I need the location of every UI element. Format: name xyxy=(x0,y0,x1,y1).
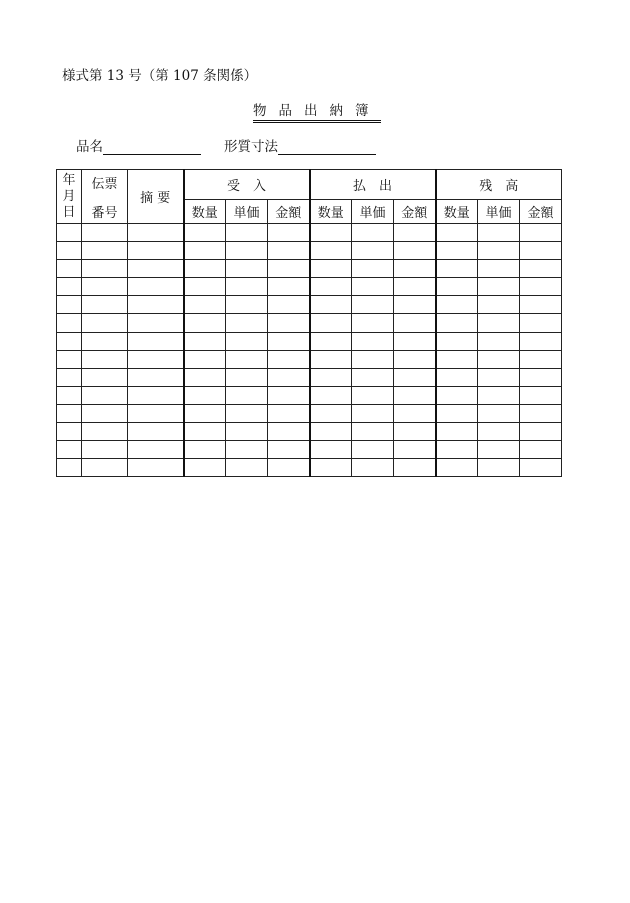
payment-amount-cell[interactable] xyxy=(394,314,436,332)
receipt-amount-cell[interactable] xyxy=(268,441,310,459)
voucher-cell[interactable] xyxy=(82,441,128,459)
receipt-qty-cell[interactable] xyxy=(184,332,226,350)
payment-unit-price-header: 単価 xyxy=(352,200,394,224)
voucher-cell[interactable] xyxy=(82,350,128,368)
payment-amount-cell[interactable] xyxy=(394,441,436,459)
receipt-qty-cell[interactable] xyxy=(184,386,226,404)
summary-cell[interactable] xyxy=(128,314,184,332)
receipt-qty-cell[interactable] xyxy=(184,350,226,368)
receipt-amount-cell[interactable] xyxy=(268,260,310,278)
payment-qty-cell[interactable] xyxy=(310,278,352,296)
table-row xyxy=(57,404,562,422)
payment-unit-price-cell[interactable] xyxy=(352,350,394,368)
balance-amount-cell[interactable] xyxy=(520,224,562,242)
summary-cell[interactable] xyxy=(128,278,184,296)
balance-qty-cell[interactable] xyxy=(436,278,478,296)
payment-unit-price-cell[interactable] xyxy=(352,314,394,332)
payment-amount-header: 金額 xyxy=(394,200,436,224)
header-summary-label: 摘 要 xyxy=(140,191,171,206)
receipt-qty-cell[interactable] xyxy=(184,278,226,296)
voucher-cell[interactable] xyxy=(82,386,128,404)
receipt-unit-price-cell[interactable] xyxy=(226,296,268,314)
payment-amount-cell[interactable] xyxy=(394,332,436,350)
date-cell[interactable] xyxy=(57,386,82,404)
receipt-unit-price-cell[interactable] xyxy=(226,459,268,477)
balance-unit-price-cell[interactable] xyxy=(478,296,520,314)
payment-qty-cell[interactable] xyxy=(310,423,352,441)
receipt-qty-cell[interactable] xyxy=(184,404,226,422)
summary-cell[interactable] xyxy=(128,350,184,368)
header-receipt-label: 受 入 xyxy=(226,179,266,194)
summary-cell[interactable] xyxy=(128,296,184,314)
shape-size-blank[interactable] xyxy=(278,140,376,155)
payment-qty-cell[interactable] xyxy=(310,314,352,332)
balance-unit-price-cell[interactable] xyxy=(478,404,520,422)
receipt-amount-cell[interactable] xyxy=(268,332,310,350)
receipt-unit-price-cell[interactable] xyxy=(226,314,268,332)
receipt-amount-cell[interactable] xyxy=(268,278,310,296)
header-payment-label: 払 出 xyxy=(352,179,392,194)
header-payment xyxy=(310,170,436,200)
header-receipt xyxy=(184,170,310,200)
receipt-unit-price-cell[interactable] xyxy=(226,386,268,404)
table-row xyxy=(57,296,562,314)
summary-cell[interactable] xyxy=(128,441,184,459)
voucher-cell[interactable] xyxy=(82,314,128,332)
date-cell[interactable] xyxy=(57,459,82,477)
payment-unit-price-cell[interactable] xyxy=(352,423,394,441)
receipt-qty-cell[interactable] xyxy=(184,260,226,278)
balance-amount-cell[interactable] xyxy=(520,278,562,296)
payment-qty-cell[interactable] xyxy=(310,404,352,422)
summary-cell[interactable] xyxy=(128,423,184,441)
header-voucher-bottom: 番号 xyxy=(91,205,118,221)
receipt-amount-cell[interactable] xyxy=(268,242,310,260)
table-row xyxy=(57,242,562,260)
balance-qty-cell[interactable] xyxy=(436,423,478,441)
summary-cell[interactable] xyxy=(128,242,184,260)
balance-amount-cell[interactable] xyxy=(520,441,562,459)
receipt-amount-cell[interactable] xyxy=(268,423,310,441)
balance-amount-cell[interactable] xyxy=(520,260,562,278)
payment-qty-cell[interactable] xyxy=(310,332,352,350)
balance-qty-cell[interactable] xyxy=(436,314,478,332)
balance-amount-cell[interactable] xyxy=(520,242,562,260)
receipt-qty-header: 数量 xyxy=(184,200,226,224)
receipt-unit-price-cell[interactable] xyxy=(226,350,268,368)
balance-unit-price-cell[interactable] xyxy=(478,224,520,242)
payment-amount-cell[interactable] xyxy=(394,224,436,242)
receipt-unit-price-cell[interactable] xyxy=(226,278,268,296)
voucher-cell[interactable] xyxy=(82,278,128,296)
receipt-unit-price-cell[interactable] xyxy=(226,260,268,278)
receipt-unit-price-cell[interactable] xyxy=(226,441,268,459)
date-cell[interactable] xyxy=(57,278,82,296)
receipt-amount-cell[interactable] xyxy=(268,404,310,422)
summary-cell[interactable] xyxy=(128,224,184,242)
form-number-label: 様式第 13 号（第 107 条関係） xyxy=(62,68,258,84)
payment-qty-cell[interactable] xyxy=(310,224,352,242)
receipt-amount-cell[interactable] xyxy=(268,386,310,404)
header-date-label: 年 月 日 xyxy=(62,172,76,220)
receipt-amount-cell[interactable] xyxy=(268,350,310,368)
receipt-unit-price-cell[interactable] xyxy=(226,332,268,350)
date-cell[interactable] xyxy=(57,296,82,314)
balance-amount-cell[interactable] xyxy=(520,386,562,404)
receipt-qty-cell[interactable] xyxy=(184,224,226,242)
balance-qty-cell[interactable] xyxy=(436,404,478,422)
balance-unit-price-cell[interactable] xyxy=(478,441,520,459)
payment-qty-cell[interactable] xyxy=(310,386,352,404)
balance-amount-cell[interactable] xyxy=(520,350,562,368)
summary-cell[interactable] xyxy=(128,260,184,278)
balance-amount-cell[interactable] xyxy=(520,459,562,477)
date-cell[interactable] xyxy=(57,224,82,242)
payment-qty-cell[interactable] xyxy=(310,296,352,314)
payment-amount-cell[interactable] xyxy=(394,459,436,477)
payment-amount-cell[interactable] xyxy=(394,278,436,296)
balance-unit-price-cell[interactable] xyxy=(478,368,520,386)
date-cell[interactable] xyxy=(57,368,82,386)
receipt-qty-cell[interactable] xyxy=(184,441,226,459)
summary-cell[interactable] xyxy=(128,404,184,422)
receipt-qty-cell[interactable] xyxy=(184,368,226,386)
payment-qty-cell[interactable] xyxy=(310,441,352,459)
payment-unit-price-cell[interactable] xyxy=(352,242,394,260)
balance-unit-price-cell[interactable] xyxy=(478,332,520,350)
header-voucher-top: 伝票 xyxy=(91,176,118,192)
payment-qty-cell[interactable] xyxy=(310,368,352,386)
receipt-unit-price-cell[interactable] xyxy=(226,404,268,422)
payment-amount-cell[interactable] xyxy=(394,386,436,404)
receipt-qty-cell[interactable] xyxy=(184,423,226,441)
balance-unit-price-cell[interactable] xyxy=(478,386,520,404)
header-voucher xyxy=(82,170,128,224)
balance-qty-cell[interactable] xyxy=(436,459,478,477)
voucher-cell[interactable] xyxy=(82,459,128,477)
voucher-cell[interactable] xyxy=(82,423,128,441)
receipt-amount-cell[interactable] xyxy=(268,296,310,314)
payment-unit-price-cell[interactable] xyxy=(352,404,394,422)
payment-qty-header: 数量 xyxy=(310,200,352,224)
payment-amount-cell[interactable] xyxy=(394,260,436,278)
voucher-cell[interactable] xyxy=(82,260,128,278)
balance-unit-price-cell[interactable] xyxy=(478,423,520,441)
table-row xyxy=(57,314,562,332)
receipt-qty-cell[interactable] xyxy=(184,242,226,260)
summary-cell[interactable] xyxy=(128,368,184,386)
payment-qty-cell[interactable] xyxy=(310,242,352,260)
payment-qty-cell[interactable] xyxy=(310,459,352,477)
payment-unit-price-cell[interactable] xyxy=(352,386,394,404)
table-row xyxy=(57,441,562,459)
payment-amount-cell[interactable] xyxy=(394,296,436,314)
balance-amount-cell[interactable] xyxy=(520,296,562,314)
balance-unit-price-cell[interactable] xyxy=(478,314,520,332)
voucher-cell[interactable] xyxy=(82,332,128,350)
payment-amount-cell[interactable] xyxy=(394,404,436,422)
balance-qty-cell[interactable] xyxy=(436,260,478,278)
payment-amount-cell[interactable] xyxy=(394,423,436,441)
payment-amount-cell[interactable] xyxy=(394,242,436,260)
table-row xyxy=(57,224,562,242)
table-row xyxy=(57,332,562,350)
item-name-label: 品名 xyxy=(76,139,103,155)
date-cell[interactable] xyxy=(57,441,82,459)
balance-unit-price-cell[interactable] xyxy=(478,278,520,296)
voucher-cell[interactable] xyxy=(82,404,128,422)
balance-qty-cell[interactable] xyxy=(436,350,478,368)
date-cell[interactable] xyxy=(57,332,82,350)
table-row xyxy=(57,459,562,477)
payment-qty-cell[interactable] xyxy=(310,350,352,368)
receipt-qty-cell[interactable] xyxy=(184,459,226,477)
balance-amount-cell[interactable] xyxy=(520,332,562,350)
balance-unit-price-header: 単価 xyxy=(478,200,520,224)
header-balance-label: 残 高 xyxy=(479,179,519,194)
date-cell[interactable] xyxy=(57,404,82,422)
balance-qty-cell[interactable] xyxy=(436,224,478,242)
header-date xyxy=(57,170,82,224)
header-summary xyxy=(128,170,184,224)
payment-unit-price-cell[interactable] xyxy=(352,224,394,242)
item-name-field xyxy=(76,135,201,155)
receipt-unit-price-cell[interactable] xyxy=(226,224,268,242)
receipt-unit-price-cell[interactable] xyxy=(226,368,268,386)
balance-amount-header: 金額 xyxy=(520,200,562,224)
shape-size-label: 形質寸法 xyxy=(224,139,278,155)
summary-cell[interactable] xyxy=(128,386,184,404)
payment-unit-price-cell[interactable] xyxy=(352,332,394,350)
summary-cell[interactable] xyxy=(128,459,184,477)
receipt-amount-header: 金額 xyxy=(268,200,310,224)
item-name-blank[interactable] xyxy=(103,140,201,155)
table-row xyxy=(57,368,562,386)
balance-unit-price-cell[interactable] xyxy=(478,242,520,260)
date-cell[interactable] xyxy=(57,350,82,368)
receipt-unit-price-cell[interactable] xyxy=(226,242,268,260)
payment-unit-price-cell[interactable] xyxy=(352,459,394,477)
payment-amount-cell[interactable] xyxy=(394,350,436,368)
receipt-amount-cell[interactable] xyxy=(268,459,310,477)
receipt-amount-cell[interactable] xyxy=(268,368,310,386)
balance-unit-price-cell[interactable] xyxy=(478,350,520,368)
receipt-unit-price-cell[interactable] xyxy=(226,423,268,441)
balance-unit-price-cell[interactable] xyxy=(478,459,520,477)
table-row xyxy=(57,260,562,278)
receipt-amount-cell[interactable] xyxy=(268,224,310,242)
balance-qty-cell[interactable] xyxy=(436,441,478,459)
balance-qty-cell[interactable] xyxy=(436,368,478,386)
balance-qty-cell[interactable] xyxy=(436,242,478,260)
receipt-qty-cell[interactable] xyxy=(184,314,226,332)
payment-qty-cell[interactable] xyxy=(310,260,352,278)
shape-size-field xyxy=(224,135,376,155)
balance-amount-cell[interactable] xyxy=(520,404,562,422)
payment-unit-price-cell[interactable] xyxy=(352,260,394,278)
voucher-cell[interactable] xyxy=(82,242,128,260)
table-row xyxy=(57,423,562,441)
date-cell[interactable] xyxy=(57,260,82,278)
summary-cell[interactable] xyxy=(128,332,184,350)
payment-unit-price-cell[interactable] xyxy=(352,441,394,459)
table-row xyxy=(57,350,562,368)
balance-unit-price-cell[interactable] xyxy=(478,260,520,278)
balance-amount-cell[interactable] xyxy=(520,314,562,332)
table-row xyxy=(57,386,562,404)
balance-amount-cell[interactable] xyxy=(520,423,562,441)
ledger-table xyxy=(56,169,562,477)
balance-qty-cell[interactable] xyxy=(436,332,478,350)
balance-qty-cell[interactable] xyxy=(436,386,478,404)
payment-unit-price-cell[interactable] xyxy=(352,368,394,386)
table-row xyxy=(57,278,562,296)
header-balance xyxy=(436,170,562,200)
payment-unit-price-cell[interactable] xyxy=(352,296,394,314)
receipt-qty-cell[interactable] xyxy=(184,296,226,314)
date-cell[interactable] xyxy=(57,314,82,332)
balance-amount-cell[interactable] xyxy=(520,368,562,386)
balance-qty-cell[interactable] xyxy=(436,296,478,314)
date-cell[interactable] xyxy=(57,242,82,260)
voucher-cell[interactable] xyxy=(82,368,128,386)
payment-amount-cell[interactable] xyxy=(394,368,436,386)
payment-unit-price-cell[interactable] xyxy=(352,278,394,296)
date-cell[interactable] xyxy=(57,423,82,441)
voucher-cell[interactable] xyxy=(82,224,128,242)
receipt-unit-price-header: 単価 xyxy=(226,200,268,224)
balance-qty-header: 数量 xyxy=(436,200,478,224)
receipt-amount-cell[interactable] xyxy=(268,314,310,332)
voucher-cell[interactable] xyxy=(82,296,128,314)
page-title: 物品出納簿 xyxy=(253,99,381,123)
